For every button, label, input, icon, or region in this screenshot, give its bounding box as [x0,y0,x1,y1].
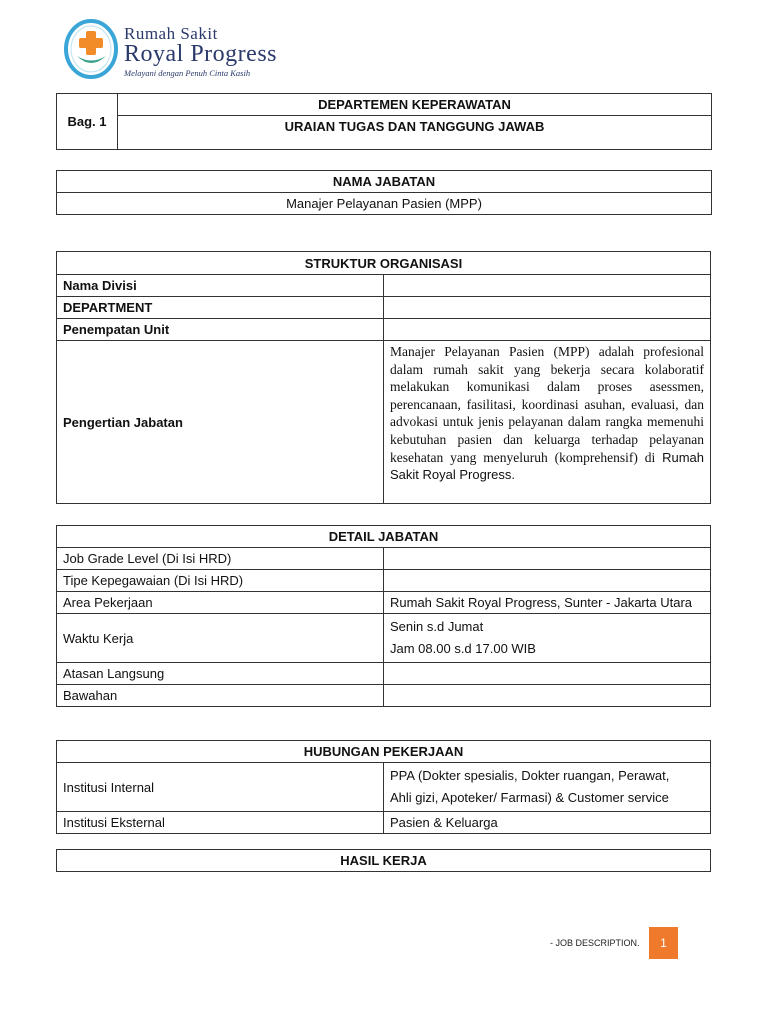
page-number-badge: 1 [649,927,678,959]
institusi-eksternal-value: Pasien & Keluarga [384,812,711,834]
nama-jabatan-value: Manajer Pelayanan Pasien (MPP) [57,193,712,215]
institusi-internal-line2: Ahli gizi, Apoteker/ Farmasi) & Customer service [390,790,669,805]
pengertian-tail: Rumah Sakit Royal Progress. [390,449,705,483]
pengertian-body: Manajer Pelayanan Pasien (MPP) adalah profesional dalam rumah sakit yang bekerja secara kolaboratif melakukan komunikasi dalam proses asessmen, perencanaan, fasilitasi, koordinasi asuhan, evaluasi, dan advokasi untuk jenis pelayanan dalam rangka memenuhi kebutuhan pasien dan keluarga terhadap pelayanan kesehatan yang menyeluruh (komprehensif) di [390,344,704,465]
waktu-kerja-days: Senin s.d Jumat [390,619,484,634]
institusi-eksternal-label: Institusi Eksternal [57,812,384,834]
waktu-kerja-hours: Jam 08.00 s.d 17.00 WIB [390,641,536,656]
document-subtitle: URAIAN TUGAS DAN TANGGUNG JAWAB [118,116,712,150]
bawahan-label: Bawahan [57,685,384,707]
logo-tagline: Melayani dengan Penuh Cinta Kasih [124,68,251,78]
nama-divisi-label: Nama Divisi [57,275,384,297]
detail-heading: DETAIL JABATAN [57,526,711,548]
pengertian-jabatan-text [384,341,711,504]
footer-label: - JOB DESCRIPTION. [550,938,640,948]
institusi-internal-line1: PPA (Dokter spesialis, Dokter ruangan, Perawat, [390,768,670,783]
institusi-internal-value [384,763,711,812]
struktur-heading: STRUKTUR ORGANISASI [57,252,711,275]
institusi-internal-label: Institusi Internal [57,763,384,812]
job-grade-value [384,548,711,570]
logo-line2: Royal Progress [124,41,277,67]
tipe-kepegawaian-label: Tipe Kepegawaian (Di Isi HRD) [57,570,384,592]
hubungan-heading: HUBUNGAN PEKERJAAN [57,741,711,763]
hasil-kerja-heading: HASIL KERJA [57,850,711,872]
section-label: Bag. 1 [57,94,118,150]
tipe-kepegawaian-value [384,570,711,592]
penempatan-unit-label: Penempatan Unit [57,319,384,341]
detail-jabatan-table [56,525,711,707]
nama-divisi-value [384,275,711,297]
logo-emblem-icon [64,18,120,80]
department-title: DEPARTEMEN KEPERAWATAN [118,94,712,116]
waktu-kerja-label: Waktu Kerja [57,614,384,663]
area-pekerjaan-value: Rumah Sakit Royal Progress, Sunter - Jakarta Utara [384,592,711,614]
struktur-organisasi-table [56,251,711,504]
waktu-kerja-value [384,614,711,663]
header-table [56,93,712,150]
nama-jabatan-heading: NAMA JABATAN [57,171,712,193]
hospital-logo [64,18,304,82]
area-pekerjaan-label: Area Pekerjaan [57,592,384,614]
penempatan-unit-value [384,319,711,341]
hubungan-pekerjaan-table [56,740,711,834]
hasil-kerja-table [56,849,711,872]
atasan-langsung-value [384,663,711,685]
bawahan-value [384,685,711,707]
atasan-langsung-label: Atasan Langsung [57,663,384,685]
department-label: DEPARTMENT [57,297,384,319]
nama-jabatan-table [56,170,712,215]
logo-line1: Rumah Sakit [124,24,218,43]
job-grade-label: Job Grade Level (Di Isi HRD) [57,548,384,570]
pengertian-jabatan-label: Pengertian Jabatan [57,341,384,504]
department-value [384,297,711,319]
